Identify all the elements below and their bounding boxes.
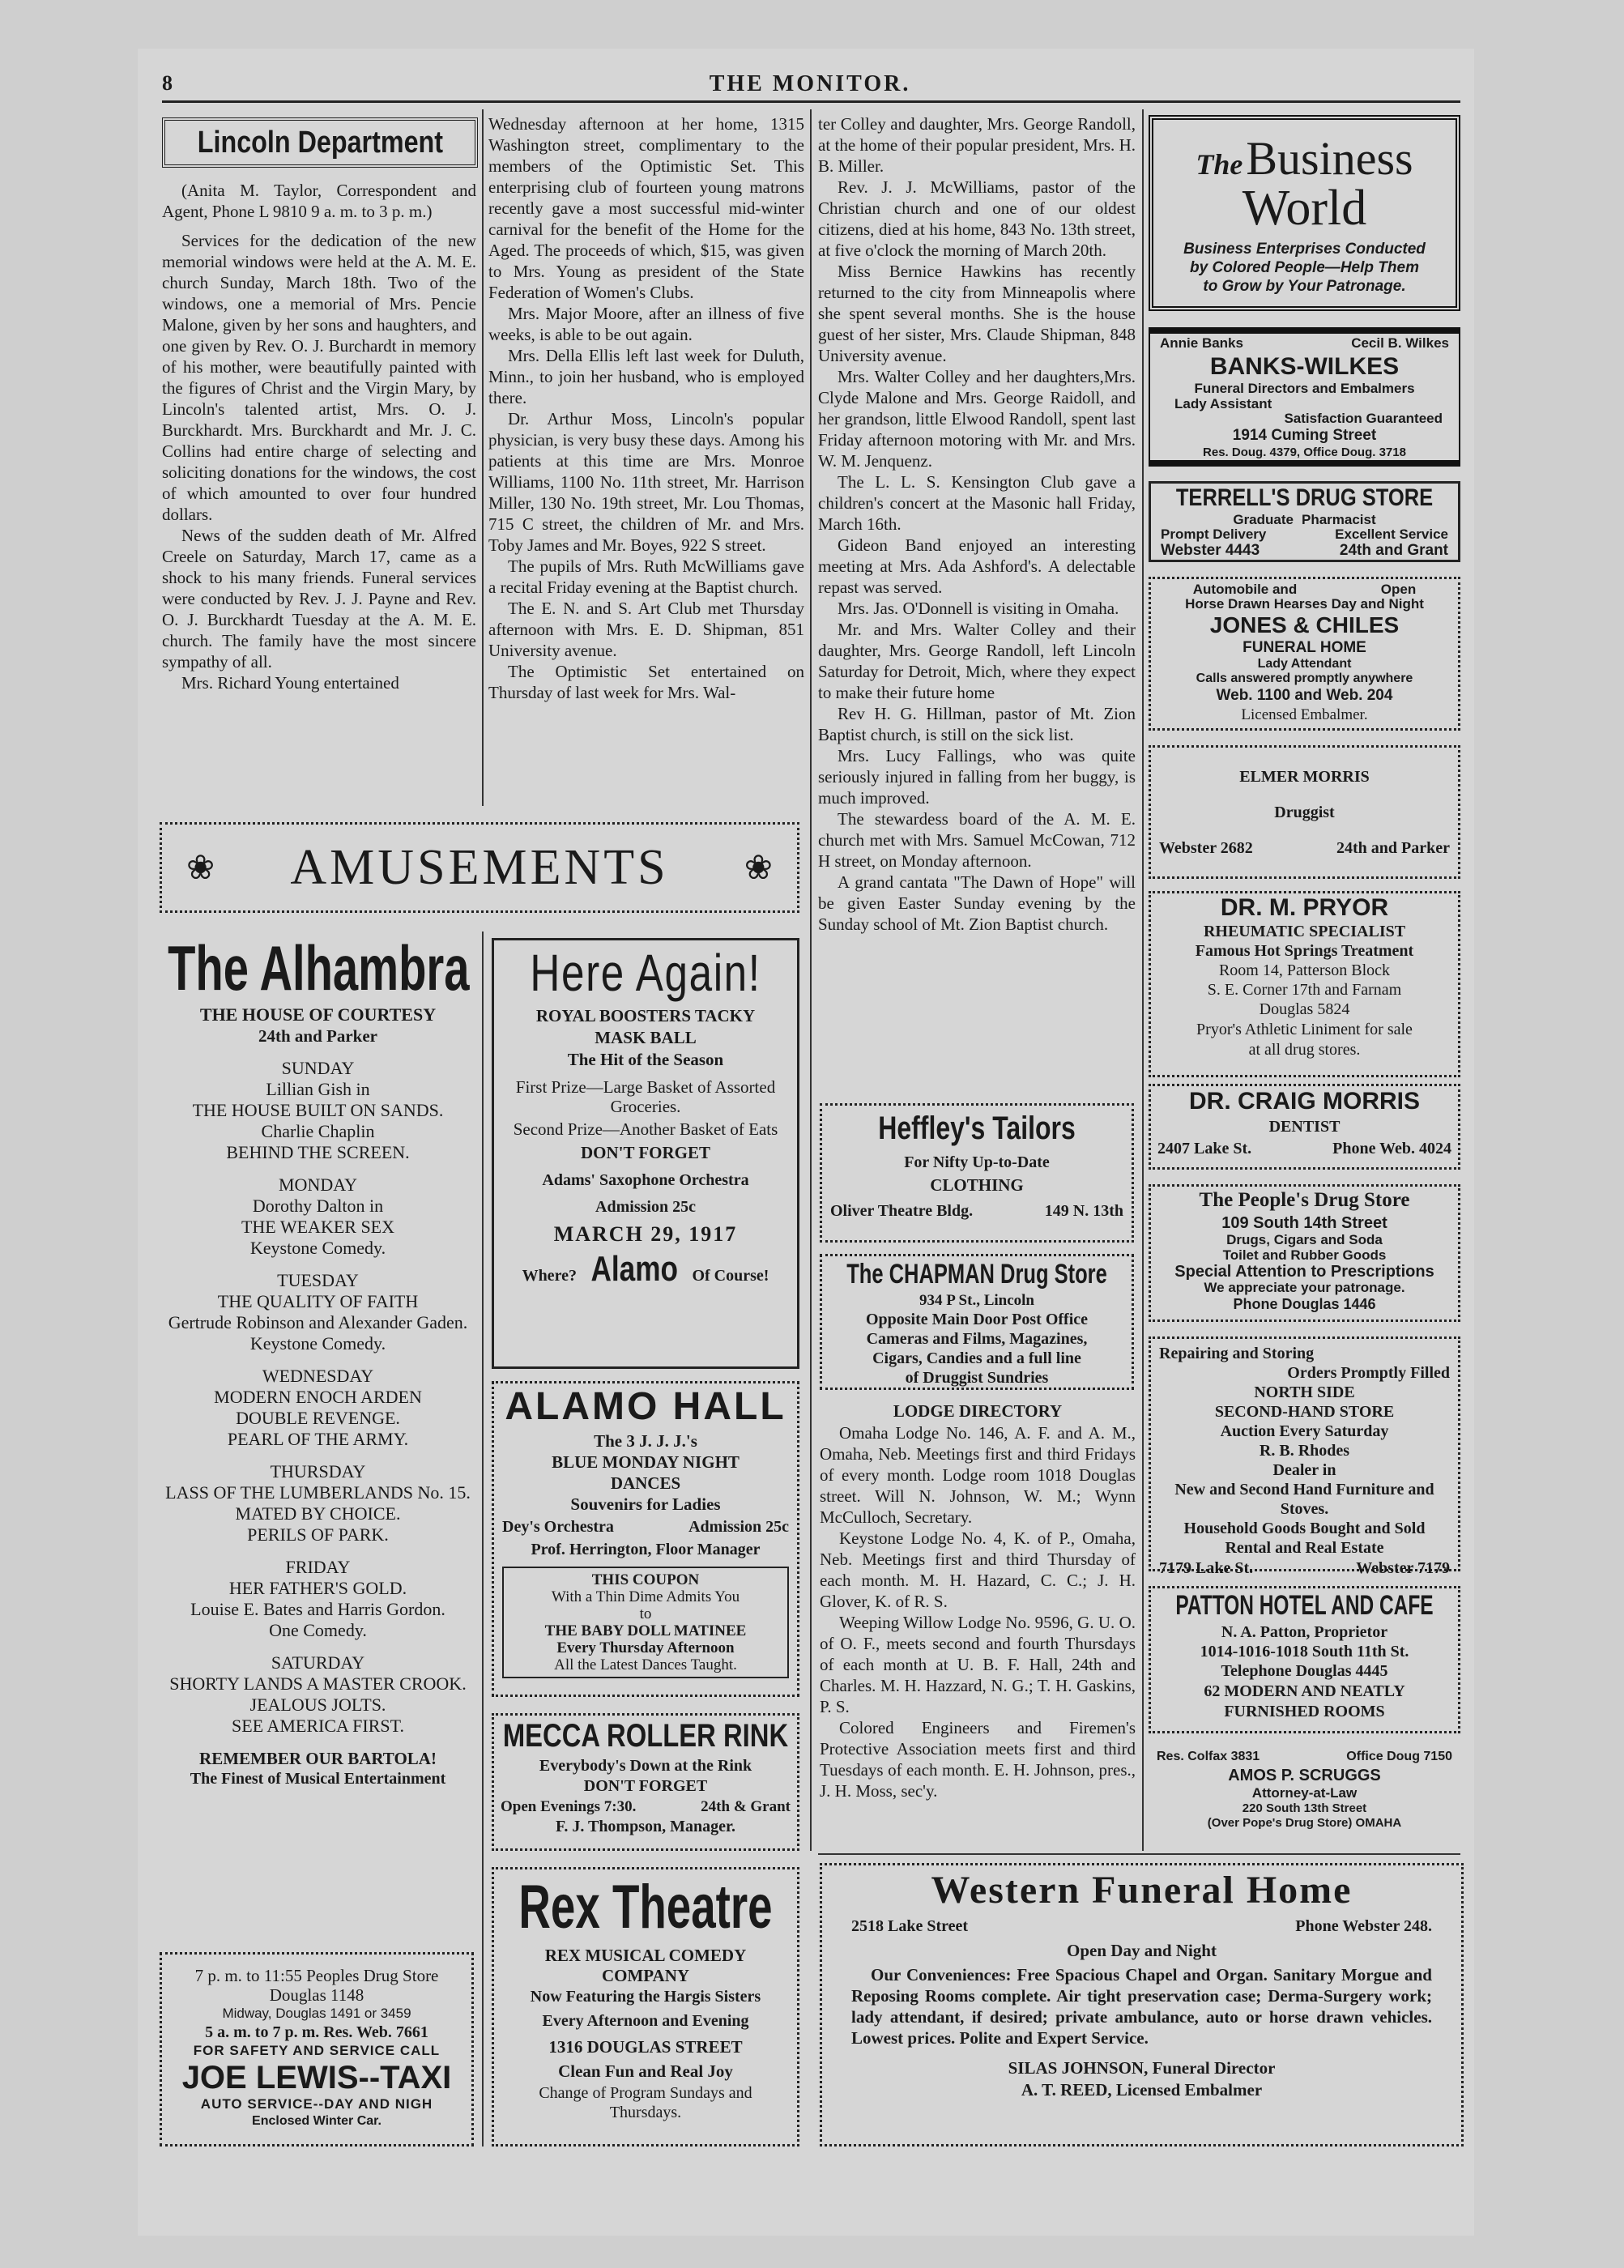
peoples-drug-ad: [1149, 1184, 1460, 1322]
ad-line: Lady Attendant: [1257, 657, 1352, 671]
ad-line: Drugs, Cigars and Soda: [1226, 1232, 1383, 1247]
ad-line: 2407 Lake St.: [1157, 1140, 1252, 1157]
schedule-day: SUNDAY: [281, 1058, 355, 1078]
lincoln-heading: Lincoln Department: [197, 126, 443, 160]
ad-line: Auction Every Saturday: [1220, 1422, 1389, 1440]
ad-line: Automobile and: [1192, 582, 1298, 597]
article-paragraph: ter Colley and daughter, Mrs. George Randoll, at the home of their popular president, Mrs. H. B. Miller.: [818, 114, 1136, 176]
ad-line: Household Goods Bought and Sold: [1183, 1520, 1426, 1537]
rex-title: Rex Theatre: [518, 1873, 773, 1942]
schedule-day: THURSDAY: [270, 1461, 366, 1481]
ad-line: Everybody's Down at the Rink: [539, 1757, 752, 1775]
terrell-ad: [1149, 481, 1460, 562]
ad-line: Res. Doug. 4379, Office Doug. 3718: [1203, 446, 1406, 459]
ad-line: 1014-1016-1018 South 11th St.: [1200, 1643, 1409, 1660]
schedule-line: SHORTY LANDS A MASTER CROOK.: [169, 1673, 467, 1694]
ad-line: Cameras and Films, Magazines,: [866, 1330, 1088, 1348]
ad-line: Webster 7179: [1356, 1559, 1450, 1577]
ad-line: Second Prize—Another Basket of Eats: [513, 1119, 778, 1139]
ad-line: DENTIST: [1268, 1118, 1341, 1136]
ad-line: MASK BALL: [595, 1028, 697, 1047]
lincoln-column-2: [488, 113, 804, 802]
ad-line: 934 P St., Lincoln: [919, 1292, 1034, 1309]
ad-line: Cigars, Candies and a full line: [872, 1349, 1081, 1367]
schedule-line: SEE AMERICA FIRST.: [232, 1716, 404, 1736]
lodge-paragraph: Colored Engineers and Firemen's Protective Association meets first and third Tuesdays of each month. E. H. Johnson, pres., J. H. Moss, sec'y.: [820, 1718, 1136, 1801]
schedule-line: Keystone Comedy.: [249, 1333, 386, 1354]
alhambra-footer-sub: The Finest of Musical Entertainment: [190, 1770, 446, 1788]
mecca-title: MECCA ROLLER RINK: [502, 1718, 789, 1754]
coupon-line: Every Thursday Afternoon: [556, 1639, 735, 1656]
article-paragraph: Wednesday afternoon at her home, 1315 Washington street, complimentary to the members of the Optimistic Set. This enterprising club of fourteen young matrons recently gave a most successful mid-winter carnival for the benefit of the Home for the Aged. The proceeds of which, $15, was given to Mrs. Young as president of the State Federation of Women's Clubs.: [488, 114, 804, 302]
business-world-ad: [1149, 115, 1460, 311]
ad-line: N. A. Patton, Proprietor: [1221, 1623, 1388, 1641]
ad-line: CLOTHING: [930, 1175, 1024, 1195]
lodge-directory: [820, 1400, 1136, 1849]
patton-title: PATTON HOTEL AND CAFE: [1175, 1590, 1434, 1621]
alhambra-footer: REMEMBER OUR BARTOLA!: [199, 1749, 437, 1768]
ad-line: Dey's Orchestra: [502, 1518, 614, 1536]
ad-line: Web. 1100 and Web. 204: [1216, 687, 1393, 704]
ad-line: 1316 DOUGLAS STREET: [548, 2037, 743, 2057]
ad-line: Funeral Directors and Embalmers: [1194, 381, 1415, 396]
scruggs-title: AMOS P. SCRUGGS: [1228, 1767, 1381, 1784]
column-divider: [482, 932, 484, 2146]
coupon-line: All the Latest Dances Taught.: [554, 1656, 737, 1673]
ad-line: 62 MODERN AND NEATLY: [1204, 1682, 1405, 1700]
page-number: 8: [162, 71, 173, 95]
ad-line: Annie Banks: [1160, 335, 1243, 351]
schedule-line: Louise E. Bates and Harris Gordon.: [190, 1599, 445, 1619]
ad-line: to Grow by Your Patronage.: [1203, 278, 1406, 295]
ad-line: at all drug stores.: [1248, 1041, 1361, 1059]
ad-line: F. J. Thompson, Manager.: [555, 1818, 736, 1835]
pryor-ad: [1149, 891, 1460, 1077]
chapman-ad: [820, 1254, 1134, 1390]
scruggs-ad: [1149, 1748, 1460, 1839]
ad-line: 149 N. 13th: [1044, 1202, 1123, 1220]
bw-the: The: [1196, 148, 1243, 181]
ad-line: Prof. Herrington, Floor Manager: [531, 1541, 761, 1558]
schedule-line: Charlie Chaplin: [261, 1121, 375, 1141]
article-paragraph: Miss Bernice Hawkins has recently returned to the city from Minneapolis where she spent several months. She is the house guest of her sister, Mrs. Claude Shipman, 848 University avenue.: [818, 262, 1136, 365]
ad-line: 7179 Lake St.: [1159, 1559, 1254, 1577]
article-paragraph: Mrs. Della Ellis left last week for Duluth, Minn., to join her husband, who is employed there.: [488, 346, 804, 407]
article-paragraph: Mrs. Richard Young entertained: [181, 673, 399, 693]
ad-line: Admission 25c: [595, 1198, 696, 1216]
lodge-paragraph: Weeping Willow Lodge No. 9596, G. U. O. of O. F., meets second and fourth Thursdays of each month at U. B. F. Hall, 24th and Charles. M. H. Hazzard, N. G.; T. H. Gaskins, P. S.: [820, 1613, 1136, 1716]
craig-title: DR. CRAIG MORRIS: [1189, 1088, 1420, 1115]
article-paragraph: (Anita M. Taylor, Correspondent and Agent, Phone L 9810 9 a. m. to 3 p. m.): [162, 181, 476, 221]
article-paragraph: Services for the dedication of the new memorial windows were held at the A. M. E. church Sunday, March 18th. Two of the windows, one a memorial of Mrs. Pencie Malone, given by her sons and haughters, and one given by Rev. O. J. Burchardt in memory of his mother, were beautifully painted with the figures of Christ and the Virgin Mary, by Lincoln's talented artist, Mrs. O. J. Burckhardt. Mrs. Burckhardt and Mr. J. C. Collins had entire charge of selecting and soliciting donations for the windows, the cost of which amounted to over four hundred dollars.: [162, 231, 476, 524]
taxi-line: 5 a. m. to 7 p. m. Res. Web. 7661: [205, 2023, 428, 2041]
heffley-ad: [820, 1103, 1134, 1243]
schedule-line: THE WEAKER SEX: [241, 1217, 395, 1237]
flourish-icon: ❀: [744, 850, 773, 887]
ad-line: Adams' Saxophone Orchestra: [542, 1171, 749, 1189]
alhambra-schedule: [158, 1058, 478, 1737]
article-paragraph: The pupils of Mrs. Ruth McWilliams gave a recital Friday evening at the Baptist church.: [488, 556, 804, 597]
lincoln-column-1: [162, 180, 476, 804]
alhambra-ad: [158, 932, 478, 1928]
banks-wilkes-ad: [1149, 327, 1460, 467]
ad-line: Admission 25c: [688, 1518, 789, 1536]
amusements-banner: [160, 822, 799, 913]
terrell-title: TERRELL'S DRUG STORE: [1175, 484, 1434, 511]
ad-where: Where?: [522, 1267, 577, 1285]
patton-ad: [1149, 1586, 1460, 1733]
jones-title: JONES & CHILES: [1209, 612, 1400, 637]
ad-alamo: Alamo: [590, 1249, 679, 1289]
ad-line: Change of Program Sundays and Thursdays.: [539, 2084, 752, 2121]
ad-line: Phone Webster 248.: [1295, 1917, 1432, 1935]
ad-line: Graduate: [1233, 512, 1294, 527]
ad-line: Open: [1380, 582, 1417, 597]
ad-line: Telephone Douglas 4445: [1221, 1662, 1388, 1680]
schedule-line: THE HOUSE BUILT ON SANDS.: [192, 1100, 444, 1120]
schedule-line: DOUBLE REVENGE.: [236, 1408, 400, 1428]
ad-line: Special Attention to Prescriptions: [1174, 1263, 1434, 1281]
lincoln-heading-box: [162, 117, 478, 168]
ad-line: Repairing and Storing: [1159, 1345, 1315, 1362]
ad-line: Souvenirs for Ladies: [570, 1494, 721, 1514]
column-divider: [482, 109, 484, 806]
ad-line: 24th and Grant: [1339, 542, 1448, 559]
banks-title: BANKS-WILKES: [1209, 353, 1400, 380]
ad-line: RHEUMATIC SPECIALIST: [1203, 923, 1406, 940]
taxi-line: Douglas 1148: [269, 1985, 364, 2005]
coupon-line: THIS COUPON: [591, 1571, 700, 1588]
elmer-title: ELMER MORRIS: [1239, 768, 1370, 786]
ad-line: 24th & Grant: [701, 1798, 791, 1815]
ad-line: Every Afternoon and Evening: [542, 2012, 749, 2030]
schedule-day: TUESDAY: [277, 1270, 359, 1290]
ad-ofcourse: Of Course!: [692, 1267, 769, 1285]
article-paragraph: The L. L. S. Kensington Club gave a children's concert at the Masonic hall Friday, March 16th.: [818, 472, 1136, 534]
article-paragraph: Mrs. Lucy Fallings, who was quite seriously injured in falling from her buggy, is much improved.: [818, 746, 1136, 808]
alhambra-address: 24th and Parker: [258, 1026, 377, 1046]
article-paragraph: Mrs. Walter Colley and her daughters,Mrs. Clyde Malone and Mrs. George Raidoll, and her grandson, little Elwood Randoll, spent last Friday afternoon motoring with Mr. and Mrs. W. M. Jenquenz.: [818, 367, 1136, 471]
taxi-ad: [160, 1952, 474, 2146]
ad-line: S. E. Corner 17th and Farnam: [1207, 981, 1402, 999]
ad-line: Now Featuring the Hargis Sisters: [530, 1988, 761, 2006]
ad-line: Cecil B. Wilkes: [1351, 335, 1449, 351]
craig-morris-ad: [1149, 1084, 1460, 1170]
schedule-line: Dorothy Dalton in: [252, 1196, 384, 1216]
ad-line: of Druggist Sundries: [905, 1369, 1049, 1387]
ad-line: Calls answered promptly anywhere: [1196, 671, 1413, 685]
western-body: Our Conveniences: Free Spacious Chapel and Organ. Sanitary Morgue and Reposing Rooms complete. Air tight preservation case; Derma-Surgery work; lady attendant, if desired; private ambulance, auto or horse drawn vehicles. Lowest prices. Polite and Expert Service.: [851, 1965, 1432, 2048]
ad-line: Lady Assistant: [1174, 396, 1272, 411]
coupon-line: THE BABY DOLL MATINEE: [544, 1622, 747, 1639]
article-paragraph: A grand cantata "The Dawn of Hope" will be given Easter Sunday evening by the Sunday school of Mt. Zion Baptist church.: [818, 872, 1136, 934]
ad-line: Pryor's Athletic Liniment for sale: [1196, 1021, 1413, 1038]
ad-line: (Over Pope's Drug Store) OMAHA: [1207, 1816, 1402, 1830]
ad-line: Phone Web. 4024: [1332, 1140, 1451, 1157]
here-again-title: Here Again!: [530, 944, 761, 1002]
ad-line: Office Doug 7150: [1346, 1750, 1452, 1763]
ad-line: R. B. Rhodes: [1259, 1442, 1350, 1460]
alamo-hall-ad: [492, 1381, 799, 1697]
ad-line: The Hit of the Season: [567, 1050, 724, 1069]
masthead: [162, 71, 1458, 100]
ad-line: 1914 Cuming Street: [1232, 427, 1377, 444]
ad-line: 109 South 14th Street: [1221, 1214, 1387, 1232]
ad-line: Pharmacist: [1301, 512, 1376, 527]
pryor-title: DR. M. PRYOR: [1220, 894, 1389, 921]
article-paragraph: The stewardess board of the A. M. E. church met with Mrs. Samuel McCowan, 712 H street, on Monday afternoon.: [818, 809, 1136, 871]
ad-line: New and Second Hand Furniture and Stoves.: [1174, 1481, 1434, 1518]
schedule-line: Lillian Gish in: [266, 1079, 370, 1099]
article-paragraph: Mr. and Mrs. Walter Colley and their daughter, Mrs. George Randoll, left Lincoln Saturday for Detroit, Mich, where they expect to make their future home: [818, 620, 1136, 702]
schedule-line: PEARL OF THE ARMY.: [227, 1429, 409, 1449]
taxi-line: Midway, Douglas 1491 or 3459: [222, 2006, 411, 2021]
schedule-line: JEALOUS JOLTS.: [249, 1695, 386, 1715]
schedule-line: Keystone Comedy.: [249, 1238, 386, 1258]
masthead-rule: [162, 100, 1460, 103]
ad-line: Druggist: [1274, 804, 1335, 821]
coupon-line: to: [639, 1605, 652, 1622]
ad-line: Room 14, Patterson Block: [1218, 961, 1391, 979]
schedule-day: MONDAY: [279, 1174, 357, 1195]
ad-line: Business Enterprises Conducted: [1183, 241, 1426, 258]
article-paragraph: Gideon Band enjoyed an interesting meeting at Mrs. Ada Ashford's. A delectable repast was served.: [818, 535, 1136, 597]
lincoln-column-3: [818, 113, 1136, 1094]
ad-line: NORTH SIDE: [1254, 1383, 1355, 1401]
ad-line: Horse Drawn Hearses Day and Night: [1185, 596, 1424, 612]
schedule-line: MODERN ENOCH ARDEN: [214, 1387, 422, 1407]
western-funeral-ad: [820, 1863, 1464, 2146]
ad-line: Phone Douglas 1446: [1233, 1296, 1376, 1312]
ad-line: Excellent Service: [1335, 526, 1448, 542]
ad-line: DON'T FORGET: [583, 1777, 708, 1795]
ad-line: FURNISHED ROOMS: [1224, 1703, 1385, 1720]
ad-line: The 3 J. J. J.'s: [594, 1431, 697, 1451]
ad-line: 2518 Lake Street: [851, 1917, 969, 1935]
alhambra-title: The Alhambra: [168, 932, 470, 1004]
schedule-day: FRIDAY: [285, 1557, 351, 1577]
ad-line: COMPANY: [601, 1966, 690, 1985]
ad-line: Opposite Main Door Post Office: [865, 1311, 1089, 1328]
article-paragraph: Rev H. G. Hillman, pastor of Mt. Zion Baptist church, is still on the sick list.: [818, 704, 1136, 744]
ad-line: Open Evenings 7:30.: [501, 1798, 637, 1815]
lodge-paragraph: Keystone Lodge No. 4, K. of P., Omaha, Neb. Meetings first and third Thursday of each month. M. H. Hazard, C. C.; J. H. Glover, K. of R. S.: [820, 1528, 1136, 1611]
schedule-line: LASS OF THE LUMBERLANDS No. 15.: [165, 1482, 471, 1503]
ad-line: Webster 2682: [1159, 839, 1253, 857]
ad-date: MARCH 29, 1917: [553, 1222, 738, 1246]
column-divider: [1142, 109, 1144, 1851]
schedule-line: Gertrude Robinson and Alexander Gaden.: [168, 1312, 468, 1332]
mecca-ad: [492, 1713, 799, 1851]
ad-line: 24th and Parker: [1336, 839, 1450, 857]
chapman-title: The CHAPMAN Drug Store: [846, 1259, 1107, 1290]
newspaper-title: THE MONITOR.: [709, 71, 911, 96]
coupon-box: [502, 1567, 789, 1678]
coupon-line: With a Thin Dime Admits You: [551, 1588, 740, 1605]
schedule-line: MATED BY CHOICE.: [235, 1503, 401, 1524]
schedule-line: THE QUALITY OF FAITH: [217, 1291, 419, 1311]
ad-line: Clean Fun and Real Joy: [558, 2061, 733, 2081]
taxi-line: Enclosed Winter Car.: [252, 2114, 381, 2128]
ad-line: Licensed Embalmer.: [1241, 706, 1368, 723]
ad-line: ROYAL BOOSTERS TACKY: [535, 1006, 756, 1025]
ad-line: Oliver Theatre Bldg.: [830, 1202, 974, 1220]
article-paragraph: Mrs. Major Moore, after an illness of five weeks, is able to be out again.: [488, 304, 804, 344]
ad-line: A. T. REED, Licensed Embalmer: [1021, 2080, 1263, 2100]
north-side-ad: [1149, 1336, 1460, 1577]
heffley-title: Heffley's Tailors: [878, 1111, 1076, 1146]
peoples-title: The People's Drug Store: [1199, 1189, 1410, 1211]
taxi-line: AUTO SERVICE--DAY AND NIGH: [200, 2096, 433, 2112]
amusements-heading: AMUSEMENTS: [290, 840, 669, 895]
rex-ad: [492, 1867, 799, 2146]
flourish-icon: ❀: [186, 850, 215, 887]
ad-line: Webster 4443: [1161, 542, 1260, 559]
ad-line: DON'T FORGET: [580, 1143, 711, 1162]
article-paragraph: Rev. J. J. McWilliams, pastor of the Christian church and one of our oldest citizens, died at his home, 843 No. 13th street, at five o'clock the morning of March 20th.: [818, 177, 1136, 260]
elmer-morris-ad: [1149, 745, 1460, 879]
ad-line: For Nifty Up-to-Date: [904, 1153, 1050, 1171]
ad-line: Attorney-at-Law: [1251, 1785, 1358, 1801]
ad-line: Douglas 5824: [1259, 1000, 1350, 1018]
ad-line: DANCES: [610, 1473, 681, 1493]
ad-line: Rental and Real Estate: [1225, 1539, 1384, 1557]
schedule-line: PERILS OF PARK.: [247, 1524, 389, 1545]
ad-line: Toilet and Rubber Goods: [1222, 1247, 1387, 1263]
article-paragraph: The Optimistic Set entertained on Thursday of last week for Mrs. Wal-: [488, 662, 804, 702]
ad-line: Dealer in: [1272, 1461, 1336, 1479]
ad-line: Orders Promptly Filled: [1287, 1364, 1450, 1382]
alamo-hall-title: ALAMO HALL: [505, 1385, 786, 1428]
schedule-day: WEDNESDAY: [262, 1366, 374, 1386]
taxi-line: 7 p. m. to 11:55 Peoples Drug Store: [194, 1966, 439, 1985]
column-divider: [810, 109, 812, 1851]
western-title: Western Funeral Home: [931, 1869, 1353, 1912]
coupon-lines: [504, 1571, 787, 1673]
ad-line: We appreciate your patronage.: [1204, 1280, 1405, 1295]
ad-line: by Colored People—Help Them: [1190, 259, 1419, 276]
ad-line: 220 South 13th Street: [1242, 1801, 1367, 1815]
taxi-name: JOE LEWIS--TAXI: [181, 2060, 452, 2095]
ad-line: First Prize—Large Basket of Assorted Groceries.: [515, 1077, 776, 1116]
alhambra-tagline: THE HOUSE OF COURTESY: [199, 1004, 437, 1025]
lodge-heading: LODGE DIRECTORY: [893, 1401, 1063, 1421]
schedule-line: BEHIND THE SCREEN.: [226, 1142, 410, 1162]
ad-line: Famous Hot Springs Treatment: [1195, 942, 1414, 960]
bw-world: World: [1242, 181, 1367, 236]
ad-line: Prompt Delivery: [1161, 526, 1267, 542]
ad-line: FUNERAL HOME: [1243, 639, 1366, 656]
ad-line: Res. Colfax 3831: [1157, 1750, 1260, 1763]
ad-line: Open Day and Night: [1067, 1941, 1217, 1960]
schedule-line: HER FATHER'S GOLD.: [228, 1578, 407, 1598]
article-paragraph: News of the sudden death of Mr. Alfred Creele on Saturday, March 17, came as a shock to his many friends. Funeral services were conducted by Rev. J. J. Payne and Rev. O. J. Burckhardt Tuesday at the A. M. E. church. The family have the most sincere sympathy of all.: [162, 526, 476, 671]
ad-line: SECOND-HAND STORE: [1214, 1403, 1395, 1421]
ad-line: Satisfaction Guaranteed: [1284, 411, 1443, 426]
taxi-line: FOR SAFETY AND SERVICE CALL: [193, 2043, 441, 2058]
article-paragraph: Dr. Arthur Moss, Lincoln's popular physician, is very busy these days. Among his patients at this time are Mrs. Monroe Williams, 1100 No. 11th street, Mr. Harrison Miller, 130 No. 19th street, Mr. Lou Thomas, 715 C street, the children of Mr. and Mrs. Toby James and Mr. Boyes, 922 S street.: [488, 409, 804, 555]
ad-line: BLUE MONDAY NIGHT: [552, 1452, 740, 1472]
lodge-paragraph: Omaha Lodge No. 146, A. F. and A. M., Omaha, Neb. Meetings first and third Fridays of every month. Lodge room 1018 Douglas street. Will N. Johnson, W. M.; Wynn McCulloch, Secretary.: [820, 1423, 1136, 1527]
ad-line: SILAS JOHNSON, Funeral Director: [1008, 2058, 1276, 2078]
jones-chiles-ad: [1149, 577, 1460, 731]
section-rule: [818, 1853, 1460, 1855]
bw-business: Business: [1246, 132, 1413, 185]
schedule-day: SATURDAY: [271, 1652, 365, 1673]
article-paragraph: Mrs. Jas. O'Donnell is visiting in Omaha.: [838, 599, 1119, 618]
here-again-ad: [492, 938, 799, 1369]
ad-line: REX MUSICAL COMEDY: [544, 1946, 747, 1965]
article-paragraph: The E. N. and S. Art Club met Thursday afternoon with Mrs. E. D. Shipman, 851 University avenue.: [488, 599, 804, 660]
schedule-line: One Comedy.: [269, 1620, 367, 1640]
